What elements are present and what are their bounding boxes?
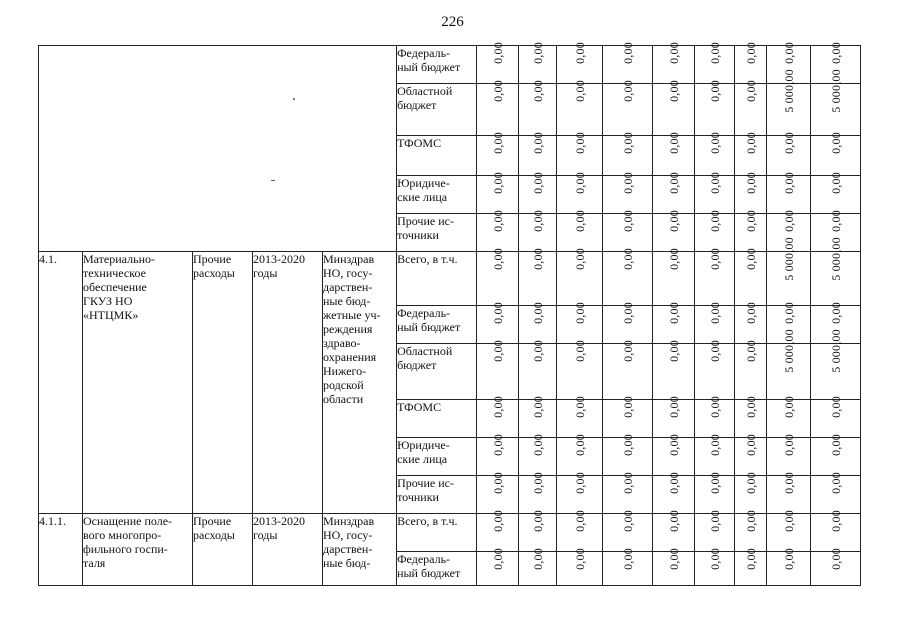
amount-value: 0,00 [490,248,505,270]
amount-value: 0,00 [530,42,545,64]
amount-cell [653,472,695,514]
amount-cell [557,172,603,214]
amount-value: 0,00 [781,172,796,194]
expense-type: Прочие расходы [193,252,253,514]
amount-value: 0,00 [707,472,722,494]
amount-cell [519,548,557,586]
amount-cell [767,237,811,306]
amount-cell [603,172,653,214]
continued-blank-area [39,46,397,252]
implementation-period: 2013-2020 годы [253,252,323,514]
funding-source: Юридиче- ские лица [397,438,477,476]
expense-type: Прочие расходы [193,514,253,586]
funding-source: Федераль- ный бюджет [397,46,477,84]
amount-cell [735,434,767,476]
amount-value: 0,00 [490,210,505,232]
amount-value: 5 000,00 [781,237,796,281]
implementation-period: 2013-2020 годы [253,514,323,586]
amount-cell [695,472,735,514]
amount-value: 0,00 [572,42,587,64]
amount-value: 0,00 [620,434,635,456]
amount-value: 0,00 [620,548,635,570]
amount-value: 0,00 [620,132,635,154]
amount-cell [811,548,861,586]
amount-value: 0,00 [707,302,722,324]
amount-cell [767,472,811,514]
amount-value: 0,00 [828,396,843,418]
amount-value: 0,00 [707,172,722,194]
amount-value: 0,00 [530,248,545,270]
funding-source: Областной бюджет [397,84,477,136]
amount-cell [653,510,695,552]
amount-cell [811,396,861,438]
amount-value: 0,00 [707,210,722,232]
amount-cell [519,172,557,214]
table-body [39,42,861,586]
amount-cell [811,132,861,176]
amount-value: 0,00 [572,172,587,194]
funding-source: ТФОМС [397,136,477,176]
amount-value: 0,00 [781,210,796,232]
amount-value: 0,00 [666,42,681,64]
amount-cell [653,396,695,438]
amount-cell [653,248,695,306]
amount-value: 0,00 [572,548,587,570]
amount-value: 0,00 [572,340,587,362]
table-row [39,46,861,84]
amount-cell [735,548,767,586]
amount-cell [695,210,735,252]
amount-value: 0,00 [707,340,722,362]
amount-value: 0,00 [743,396,758,418]
funding-source: Всего, в т.ч. [397,514,477,552]
item-code: 4.1.1. [39,514,83,586]
amount-cell [653,548,695,586]
amount-cell [603,210,653,252]
amount-cell [477,172,519,214]
amount-value: 0,00 [707,434,722,456]
amount-value: 0,00 [572,510,587,532]
amount-cell [477,210,519,252]
amount-value: 0,00 [828,548,843,570]
amount-cell [519,42,557,84]
amount-value: 0,00 [781,396,796,418]
amount-value: 0,00 [781,434,796,456]
amount-value: 0,00 [743,548,758,570]
amount-cell [695,548,735,586]
amount-cell [653,340,695,400]
funding-source: Всего, в т.ч. [397,252,477,306]
amount-cell [603,396,653,438]
amount-value: 0,00 [781,302,796,324]
amount-cell [603,80,653,136]
amount-cell [653,434,695,476]
amount-cell [695,42,735,84]
amount-cell [603,472,653,514]
amount-value: 5 000,00 [828,329,843,373]
amount-cell [811,69,861,136]
amount-cell [767,396,811,438]
funding-source: Федераль- ный бюджет [397,306,477,344]
amount-value: 0,00 [530,510,545,532]
amount-value: 5 000,00 [781,329,796,373]
amount-value: 0,00 [743,340,758,362]
amount-cell [519,340,557,400]
amount-value: 0,00 [530,396,545,418]
amount-cell [603,548,653,586]
amount-cell [603,132,653,176]
amount-cell [653,302,695,344]
amount-value: 0,00 [666,210,681,232]
amount-cell [767,548,811,586]
amount-value: 0,00 [707,396,722,418]
budget-table [38,42,861,586]
amount-cell [695,510,735,552]
amount-cell [603,42,653,84]
amount-cell [519,510,557,552]
amount-value: 0,00 [781,510,796,532]
amount-cell [603,510,653,552]
amount-value: 0,00 [707,248,722,270]
amount-value: 0,00 [620,472,635,494]
amount-cell [811,172,861,214]
item-code: 4.1. [39,252,83,514]
amount-value: 0,00 [620,248,635,270]
funding-source: Областной бюджет [397,344,477,400]
amount-cell [477,132,519,176]
amount-cell [557,210,603,252]
amount-value: 0,00 [743,132,758,154]
amount-cell [557,396,603,438]
amount-cell [519,434,557,476]
amount-cell [695,340,735,400]
amount-cell [767,172,811,214]
amount-value: 0,00 [707,80,722,102]
amount-value: 0,00 [666,510,681,532]
amount-value: 0,00 [828,42,843,64]
amount-value: 0,00 [572,210,587,232]
amount-value: 0,00 [490,80,505,102]
executor: Минздрав НО, госу- дарствен- ные бюд- [323,514,397,586]
amount-cell [557,248,603,306]
amount-value: 0,00 [707,548,722,570]
amount-cell [557,302,603,344]
amount-cell [735,80,767,136]
amount-cell [557,510,603,552]
amount-value: 0,00 [707,510,722,532]
amount-value: 0,00 [572,248,587,270]
amount-value: 0,00 [666,132,681,154]
amount-cell [811,237,861,306]
amount-cell [767,69,811,136]
amount-cell [519,302,557,344]
amount-value: 0,00 [743,248,758,270]
table-row [39,252,861,306]
amount-value: 0,00 [828,210,843,232]
amount-value: 0,00 [530,80,545,102]
amount-value: 0,00 [490,132,505,154]
amount-cell [519,132,557,176]
amount-value: 0,00 [620,510,635,532]
amount-cell [695,302,735,344]
amount-cell [767,434,811,476]
amount-value: 0,00 [828,434,843,456]
amount-cell [695,172,735,214]
funding-source: Прочие ис- точники [397,214,477,252]
amount-cell [695,248,735,306]
amount-value: 0,00 [490,434,505,456]
amount-value: 0,00 [620,172,635,194]
amount-value: 0,00 [572,396,587,418]
amount-value: 0,00 [490,396,505,418]
amount-cell [557,80,603,136]
amount-cell [477,510,519,552]
amount-cell [477,42,519,84]
amount-cell [811,434,861,476]
amount-value: 0,00 [666,472,681,494]
funding-source: ТФОМС [397,400,477,438]
amount-value: 0,00 [743,172,758,194]
amount-cell [735,42,767,84]
amount-cell [735,172,767,214]
amount-cell [557,434,603,476]
amount-value: 5 000,00 [828,69,843,113]
amount-value: 0,00 [620,210,635,232]
amount-value: 0,00 [490,510,505,532]
amount-cell [557,340,603,400]
amount-value: 0,00 [530,302,545,324]
amount-value: 0,00 [490,42,505,64]
amount-cell [695,396,735,438]
amount-cell [519,396,557,438]
amount-value: 0,00 [781,548,796,570]
amount-value: 0,00 [530,548,545,570]
amount-cell [735,340,767,400]
amount-value: 0,00 [743,302,758,324]
amount-value: 0,00 [620,340,635,362]
amount-cell [735,248,767,306]
amount-cell [767,329,811,400]
amount-value: 0,00 [572,434,587,456]
amount-cell [653,132,695,176]
amount-cell [811,510,861,552]
amount-value: 0,00 [490,172,505,194]
amount-value: 0,00 [666,248,681,270]
amount-cell [477,302,519,344]
amount-value: 0,00 [828,472,843,494]
amount-value: 0,00 [743,80,758,102]
amount-value: 0,00 [828,172,843,194]
amount-cell [477,434,519,476]
amount-value: 5 000,00 [781,69,796,113]
amount-value: 0,00 [743,434,758,456]
amount-value: 0,00 [620,302,635,324]
scan-speck [293,98,295,100]
amount-value: 0,00 [530,340,545,362]
amount-value: 0,00 [781,472,796,494]
amount-cell [735,302,767,344]
amount-cell [557,42,603,84]
amount-cell [557,548,603,586]
amount-value: 0,00 [666,396,681,418]
amount-value: 0,00 [828,510,843,532]
table-row [39,514,861,552]
amount-value: 0,00 [490,302,505,324]
amount-cell [603,302,653,344]
amount-value: 0,00 [490,472,505,494]
amount-value: 0,00 [743,472,758,494]
scan-speck [271,180,275,181]
amount-value: 0,00 [743,210,758,232]
amount-value: 0,00 [666,172,681,194]
amount-cell [477,472,519,514]
amount-cell [653,210,695,252]
amount-cell [519,80,557,136]
amount-cell [519,472,557,514]
amount-cell [557,472,603,514]
amount-cell [557,132,603,176]
amount-value: 0,00 [620,80,635,102]
amount-value: 0,00 [490,548,505,570]
amount-cell [653,42,695,84]
amount-cell [735,132,767,176]
amount-cell [519,248,557,306]
amount-value: 0,00 [666,340,681,362]
amount-cell [735,396,767,438]
amount-cell [695,434,735,476]
amount-value: 0,00 [572,80,587,102]
amount-value: 0,00 [490,340,505,362]
amount-cell [811,329,861,400]
amount-cell [767,510,811,552]
amount-value: 5 000,00 [828,237,843,281]
amount-value: 0,00 [707,42,722,64]
amount-cell [695,132,735,176]
amount-value: 0,00 [781,42,796,64]
amount-cell [735,210,767,252]
amount-cell [603,434,653,476]
amount-cell [603,248,653,306]
amount-value: 0,00 [666,548,681,570]
amount-value: 0,00 [530,132,545,154]
amount-cell [811,472,861,514]
amount-cell [735,510,767,552]
page-number: 226 [441,14,464,30]
amount-value: 0,00 [572,302,587,324]
amount-value: 0,00 [743,42,758,64]
amount-value: 0,00 [666,434,681,456]
amount-value: 0,00 [530,210,545,232]
amount-cell [735,472,767,514]
amount-value: 0,00 [620,396,635,418]
executor: Минздрав НО, госу- дарствен- ные бюд- жетные уч- реждения здраво- охранения Нижего- родской области [323,252,397,514]
amount-value: 0,00 [530,434,545,456]
amount-value: 0,00 [572,472,587,494]
amount-cell [477,396,519,438]
funding-source: Прочие ис- точники [397,476,477,514]
amount-cell [477,340,519,400]
item-name: Материально- техническое обеспечение ГКУЗ НО «НТЦМК» [83,252,193,514]
amount-cell [477,548,519,586]
item-name: Оснащение поле- вого многопро- фильного госпи- таля [83,514,193,586]
funding-source: Юридиче- ские лица [397,176,477,214]
amount-cell [477,80,519,136]
amount-value: 0,00 [572,132,587,154]
amount-cell [519,210,557,252]
amount-value: 0,00 [707,132,722,154]
amount-value: 0,00 [828,302,843,324]
amount-cell [695,80,735,136]
amount-value: 0,00 [620,42,635,64]
amount-value: 0,00 [743,510,758,532]
amount-cell [477,248,519,306]
amount-value: 0,00 [666,80,681,102]
amount-value: 0,00 [828,132,843,154]
amount-cell [653,80,695,136]
amount-cell [653,172,695,214]
amount-value: 0,00 [530,172,545,194]
amount-value: 0,00 [530,472,545,494]
amount-value: 0,00 [781,132,796,154]
amount-cell [603,340,653,400]
funding-source: Федераль- ный бюджет [397,552,477,586]
amount-value: 0,00 [666,302,681,324]
amount-cell [767,132,811,176]
